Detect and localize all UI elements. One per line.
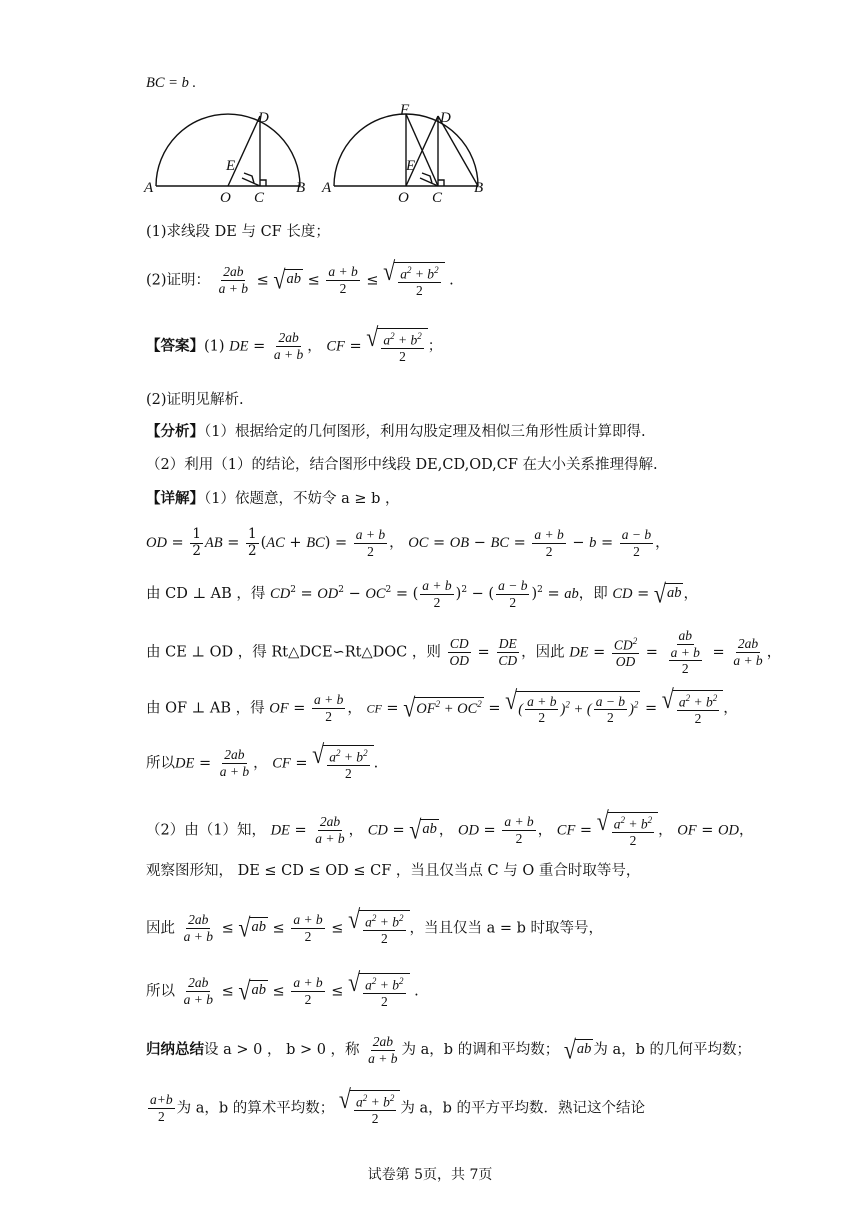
question-2: (2)证明： $\frac{2ab}{a + b}$ ≤ √ ab ≤ $\frac{a + b}{2}$ ≤ √ $\frac{a^2 + b^2}{2}$ . bbox=[146, 255, 454, 299]
hence-line: 因此 $\frac{2ab}{a + b}$ ≤ √ ab ≤ $\frac{a + b}{2}$ ≤ √ $\frac{a^2 + b^2}{2}$ ，当且仅当 a = b 时取等号， bbox=[146, 903, 604, 947]
detail-of: 由 OF ⊥ AB ，得 OF = $\frac{a + b}{2}$ ， CF = √ $OF^2 + OC^2$ = √ ( $\frac{a + b}{2}$ )$^2$ + ( $\frac{a - b}{2}$ )$^2$ = √ $\frac{a^2 + b^2}{2}$ ， bbox=[146, 683, 738, 727]
label-f-right: F bbox=[400, 102, 410, 118]
label-c-left: C bbox=[254, 190, 265, 206]
so2-line: 所以 $\frac{2ab}{a + b}$ ≤ √ ab ≤ $\frac{a + b}{2}$ ≤ √ $\frac{a^2 + b^2}{2}$ . bbox=[146, 966, 419, 1010]
label-b-left: B bbox=[296, 180, 306, 196]
detail-od: OD = $\frac{1}{2}$ AB = $\frac{1}{2}$ (AC + BC) = $\frac{a + b}{2}$ ， OC = OB − BC = $\frac{a + b}{2}$ − b = $\frac{a - b}{2}$ ， bbox=[146, 526, 670, 559]
analysis-2: （2）利用（1）的结论，结合图形中线段 DE,CD,OD,CF 在大小关系推理得解. bbox=[146, 457, 658, 473]
observe-line: 观察图形知， DE ≤ CD ≤ OD ≤ CF ，当且仅当点 C 与 O 重合时取等号， bbox=[146, 863, 641, 879]
page-footer: 试卷第 5页，共 7页 bbox=[367, 1167, 493, 1183]
label-c-right: C bbox=[432, 190, 443, 206]
label-a-left: A bbox=[144, 180, 154, 196]
summary-line-2: $\frac{a+b}{2}$ 为 a，b 的算术平均数； √ $\frac{a^2 + b^2}{2}$ 为 a，b 的平方平均数．熟记这个结论 bbox=[150, 1083, 645, 1127]
summary-line-1: 归纳总结设 a > 0 ， b > 0 ，称 $\frac{2ab}{a + b}$ 为 a，b 的调和平均数； √ ab 为 a，b 的几何平均数； bbox=[146, 1034, 752, 1066]
detail-cd: 由 CD ⊥ AB ，得 $CD^2 = OD^2 - OC^2$ = ( $\frac{a + b}{2}$ )$^2$ − ( $\frac{a - b}{2}$ )$^2$ = ab，即 CD = √ ab ， bbox=[146, 578, 698, 610]
label-e-left: E bbox=[226, 158, 236, 174]
label-e-right: E bbox=[406, 158, 416, 174]
label-d-right: D bbox=[440, 110, 451, 126]
detail-ce: 由 CE ⊥ OD ，得 Rt△DCE∽Rt△DOC ，则 $\frac{CD}{OD}$ = $\frac{DE}{CD}$ ，因此 DE = $\frac{CD^2}{OD}$ = $\frac{ab}{\frac{a + b}{2}}$ = $\frac{2ab}{a + b}$ ， bbox=[146, 628, 782, 677]
label-o-right: O bbox=[398, 190, 409, 206]
label-d-left: D bbox=[258, 110, 269, 126]
answer-2: (2)证明见解析. bbox=[146, 392, 244, 408]
detail-so: 所以DE = $\frac{2ab}{a + b}$ ， CF = √ $\frac{a^2 + b^2}{2}$ . bbox=[146, 738, 379, 782]
label-o-left: O bbox=[220, 190, 231, 206]
answer-line: 【答案】(1) DE = $\frac{2ab}{a + b}$ ， CF = √ $\frac{a^2 + b^2}{2}$ ； bbox=[146, 321, 443, 365]
question-1: (1)求线段 DE 与 CF 长度； bbox=[146, 224, 330, 240]
label-a-right: A bbox=[322, 180, 332, 196]
top-line: BC = b . bbox=[146, 75, 197, 91]
analysis-1: 【分析】（1）根据给定的几何图形，利用勾股定理及相似三角形性质计算即得. bbox=[146, 423, 646, 440]
part2-line: （2）由（1）知， DE = $\frac{2ab}{a + b}$ ， CD = √ ab ， OD = $\frac{a + b}{2}$ ， CF = √ $\frac{a^2 + b^2}{2}$ ， OF = OD， bbox=[146, 805, 754, 849]
label-b-right: B bbox=[474, 180, 484, 196]
detail-1: 【详解】（1）依题意，不妨令 a ≥ b ， bbox=[146, 490, 400, 507]
